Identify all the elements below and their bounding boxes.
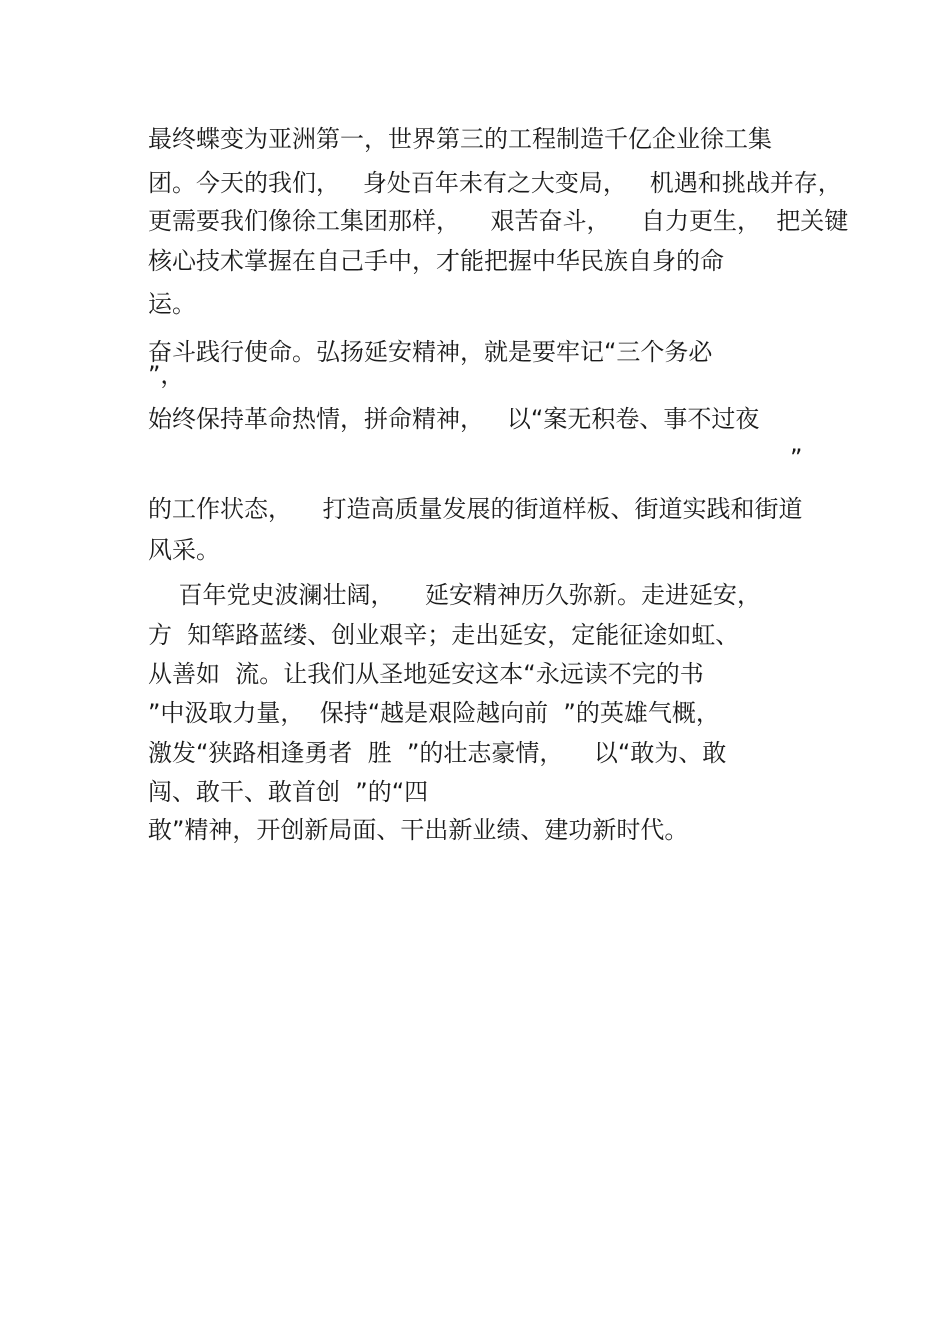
text-line: 敢”精神，开创新局面、干出新业绩、建功新时代。 xyxy=(148,816,689,844)
text-line: 百年党史波澜壮阔， 延安精神历久弥新。走进延安， xyxy=(148,581,762,609)
text-line: 团。今天的我们， 身处百年未有之大变局， 机遇和挑战并存， xyxy=(148,169,842,197)
text-line: 从善如 流。让我们从圣地延安这本“永远读不完的书 xyxy=(148,660,704,688)
text-line: ” xyxy=(790,444,803,472)
text-line: 闯、敢干、敢首创 ”的“四 xyxy=(148,778,429,806)
text-line: 核心技术掌握在自己手中，才能把握中华民族自身的命 xyxy=(148,247,724,275)
text-line: 最终蝶变为亚洲第一，世界第三的工程制造千亿企业徐工集 xyxy=(148,125,772,153)
text-line: 的工作状态， 打造高质量发展的街道样板、街道实践和街道 xyxy=(148,495,803,523)
text-line: 奋斗践行使命。弘扬延安精神，就是要牢记“三个务必 xyxy=(148,338,713,366)
text-line: 始终保持革命热情，拼命精神， 以“案无积卷、事不过夜 xyxy=(148,405,760,433)
text-line: 运。 xyxy=(148,290,196,318)
text-line: 激发“狭路相逢勇者 胜 ”的壮志豪情， 以“敢为、敢 xyxy=(148,739,727,767)
text-line: ”， xyxy=(148,361,185,389)
text-line: 方 知筚路蓝缕、创业艰辛；走出延安，定能征途如虹、 xyxy=(148,621,740,649)
text-line: 更需要我们像徐工集团那样， 艰苦奋斗， 自力更生， 把关键 xyxy=(148,207,849,235)
text-line: 风采。 xyxy=(148,536,220,564)
text-line: ”中汲取力量， 保持“越是艰险越向前 ”的英雄气概， xyxy=(148,699,720,727)
